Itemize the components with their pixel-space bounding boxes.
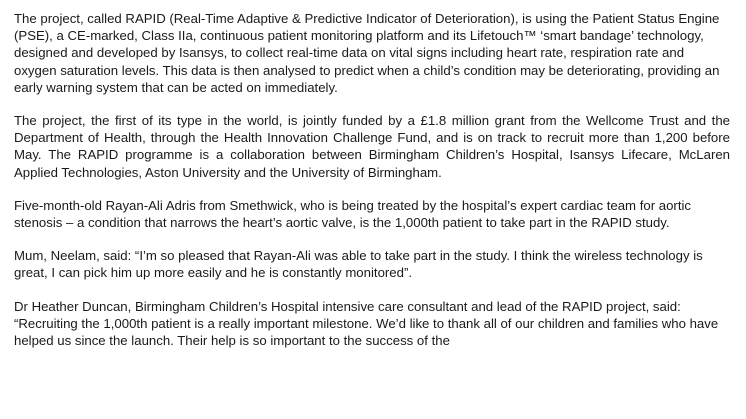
paragraph-funding: The project, the first of its type in the world, is jointly funded by a £1.8 million grant from the Wellcome Trust and the Department of Health, through the Health Innovation Challenge Fund, and is on track to recruit more than 1,200 before May. The RAPID programme is a collaboration between Birmingham Children’s Hospital, Isansys Lifecare, McLaren Applied Technologies, Aston University and the University of Birmingham. <box>14 113 730 180</box>
paragraph-dr-duncan-quote: Dr Heather Duncan, Birmingham Children’s Hospital intensive care consultant and lead of the RAPID project, said: “Recruiting the 1,000th patient is a really important milestone. We’d like to thank all of our children and families who have helped us since the launch. Their help is so important to the success of the <box>14 298 719 349</box>
paragraph-rapid-overview: The project, called RAPID (Real-Time Adaptive & Predictive Indicator of Deterioration), is using the Patient Status Engine (PSE), a CE-marked, Class IIa, continuous patient monitoring platform and its Lifetouch™ ‘smart bandage’ technology, designed and developed by Isansys, to collect real-time data on vital signs including heart rate, respiration rate and oxygen saturation levels. This data is then analysed to predict when a child’s condition may be deteriorating, providing an early warning system that can be acted on immediately. <box>14 11 720 95</box>
paragraph-1000th-patient: Five-month-old Rayan-Ali Adris from Smethwick, who is being treated by the hospital’s expert cardiac team for aortic stenosis – a condition that narrows the heart’s aortic valve, is the 1,000th patient to take part in the RAPID study. <box>14 197 692 231</box>
document-page <box>14 10 730 365</box>
paragraph-mum-quote: Mum, Neelam, said: “I’m so pleased that Rayan-Ali was able to take part in the study. I think the wireless technology is great, I can pick him up more easily and he is constantly monitored”. <box>14 248 703 281</box>
